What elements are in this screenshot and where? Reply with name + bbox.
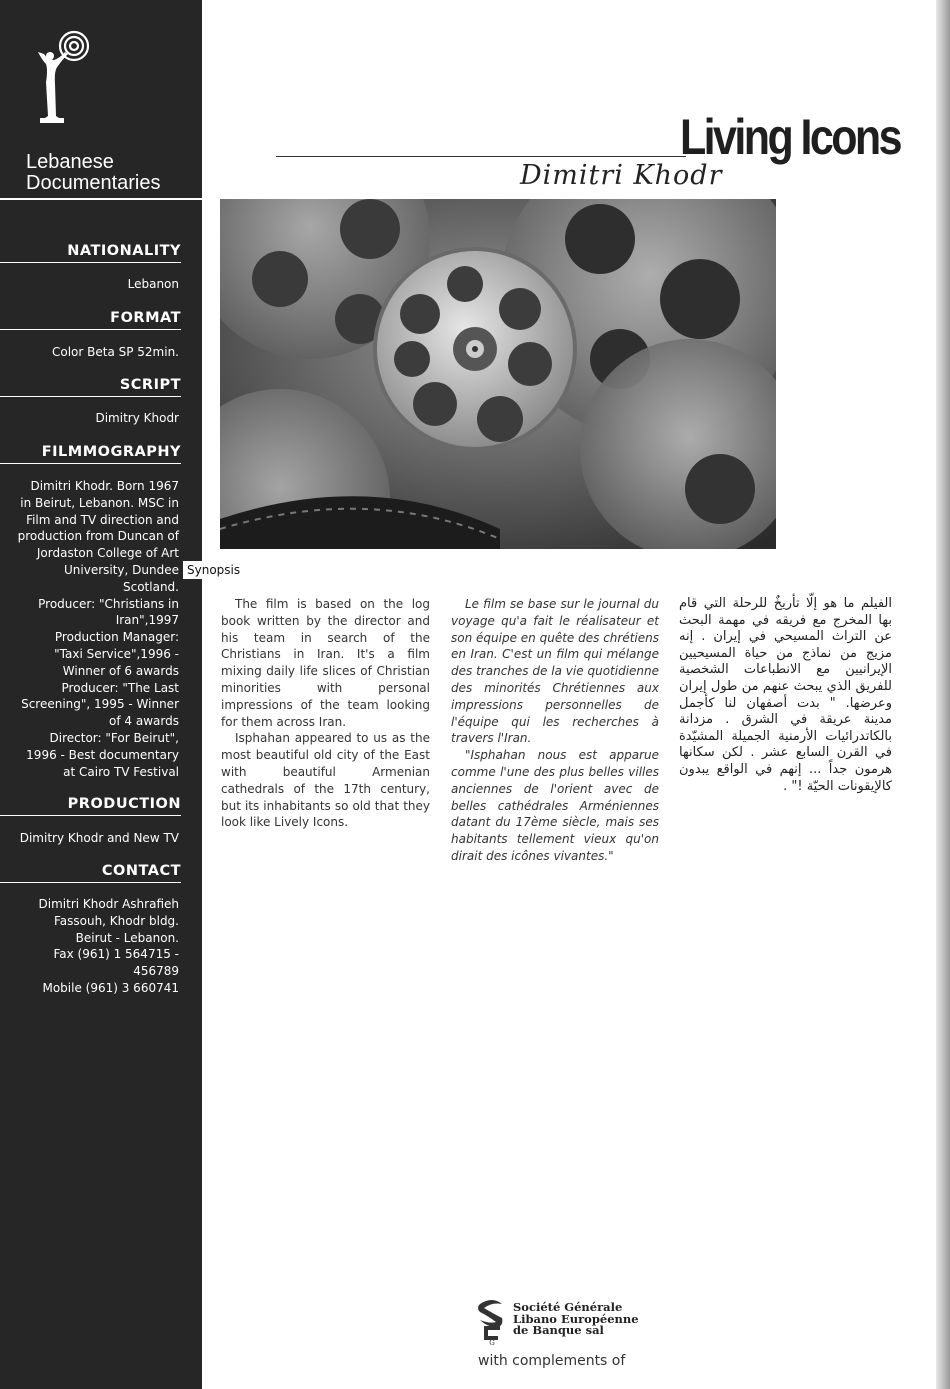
brand-name [26,152,161,194]
filmography-line: "Taxi Service",1996 - [54,646,179,661]
filmography-line: in Beirut, Lebanon. MSC in [20,495,179,510]
contact-heading: CONTACT [101,863,181,879]
english-paragraph: Isphahan appeared to us as the most beautiful old city of the East with beautiful Armenian cathedrals of the 17th century, but its inhabitants so old that they look like Lively Icons. [221,731,430,830]
contact-line: Mobile (961) 3 660741 [42,980,179,995]
contact-text [6,896,179,997]
sponsor-line: Libano Européenne [513,1311,639,1326]
page-edge-shadow [936,0,950,1389]
filmography-line: production from Duncan of [17,529,179,544]
filmography-line: Screening", 1995 - Winner [21,697,179,712]
contact-line: Beirut - Lebanon. [75,930,179,945]
french-paragraph: Le film se base sur le journal du voyage qu'a fait le réalisateur et son équipe en quête des chrétiens en Iran. C'est un film qui mélange des tranches de la vie quotidienne des minorités Chrétiennes aux impressions personnelles de l'équipe qui les recherches à travers l'Iran. [451,597,659,746]
title-divider [276,156,686,157]
page-title: Living Icons [680,109,900,165]
svg-text:G: G [489,1339,495,1346]
nationality-heading: NATIONALITY [67,243,181,259]
filmography-line: of 4 awards [109,714,179,729]
filmography-line: University, Dundee [64,562,179,577]
sponsor-line: Société Générale [513,1300,623,1314]
contact-line: Fassouh, Khodr bldg. [53,913,179,928]
filmography-divider [0,463,181,464]
synopsis-label: Synopsis [183,561,244,579]
format-value: Color Beta SP 52min. [51,345,179,359]
french-synopsis [451,596,659,865]
filmography-line: Scotland. [123,579,179,594]
french-paragraph: "Isphahan nous est apparue comme l'une des plus belles villes anciennes de l'orient avec de belles cathédrales Arméniennes datant du 17ème siècle, mais ses habitants tellement vieux qu'on dirait des icônes vivantes." [451,748,659,863]
contact-divider [0,882,181,883]
film-reels-photo [220,199,776,549]
filmography-line: 1996 - Best documentary [26,747,179,762]
filmography-line: Production Manager: [54,630,179,645]
script-heading: SCRIPT [119,377,181,393]
filmography-line: Director: "For Beirut", [49,730,179,745]
script-value: Dimitry Khodr [95,411,179,425]
filmography-line: Film and TV direction and [26,512,179,527]
production-heading: PRODUCTION [67,796,181,812]
brand-line-1: Lebanese [26,151,114,173]
filmography-heading: FILMMOGRAPHY [41,444,181,460]
brand-divider [0,198,202,200]
format-divider [0,329,181,330]
sponsor-name [513,1302,639,1337]
filmography-line: Jordaston College of Art [36,546,179,561]
filmography-line: Dimitri Khodr. Born 1967 [30,479,179,493]
contact-line: Fax (961) 1 564715 - 456789 [53,947,179,979]
script-divider [0,396,181,397]
nationality-value: Lebanon [127,277,179,291]
filmography-line: at Cairo TV Festival [63,764,179,779]
sponsor-line: de Banque sal [513,1323,604,1337]
english-paragraph: The film is based on the log book written by the director and his team in search of the Christians in Iran. It's a film mixing daily life slices of Christian minorities with personal impressions of the team looking for them across Iran. [221,597,430,729]
production-value: Dimitry Khodr and New TV [19,831,179,845]
arabic-synopsis: الفيلم ما هو إلّا تأريخٌ للرحلة التي قام بها المخرج مع فريقه في مهمة البحث عن التراث المسيحي في إيران . إنه مزيج من نماذج من حياة المسيحيين الإيرانيين مع الانطباعات الشخصية للفريق الذي يبحث عنهم من طول إيران وعرضها. " بدت أصفهان لنا كأجمل مدينة عريقة في الشرق . مزدانة بالكاتدرائيات الأرمنية الجميلة المشيّدة في القرن السابع عشر . لكن سكانها هرمون جداً ... إنهم في الواقع يبدون كالإيقونات الحيّة !" . [679,596,892,794]
english-synopsis [221,596,430,831]
format-heading: FORMAT [110,310,181,326]
sponsor-logo-icon [474,1296,510,1346]
sponsor-note: with complements of [478,1353,626,1369]
filmography-line: Winner of 6 awards [62,663,179,678]
contact-line: Dimitri Khodr Ashrafieh [38,897,179,911]
filmography-line: Producer: "Christians in [38,596,179,611]
production-divider [0,815,181,816]
filmography-line: Iran",1997 [115,613,179,628]
award-statue-icon [28,30,98,125]
filmography-text [6,478,179,780]
author-name: Dimitri Khodr [520,160,723,191]
nationality-divider [0,262,181,263]
sidebar [0,0,202,1389]
brand-line-2: Documentaries [26,172,161,194]
filmography-line: Producer: "The Last [61,680,179,695]
